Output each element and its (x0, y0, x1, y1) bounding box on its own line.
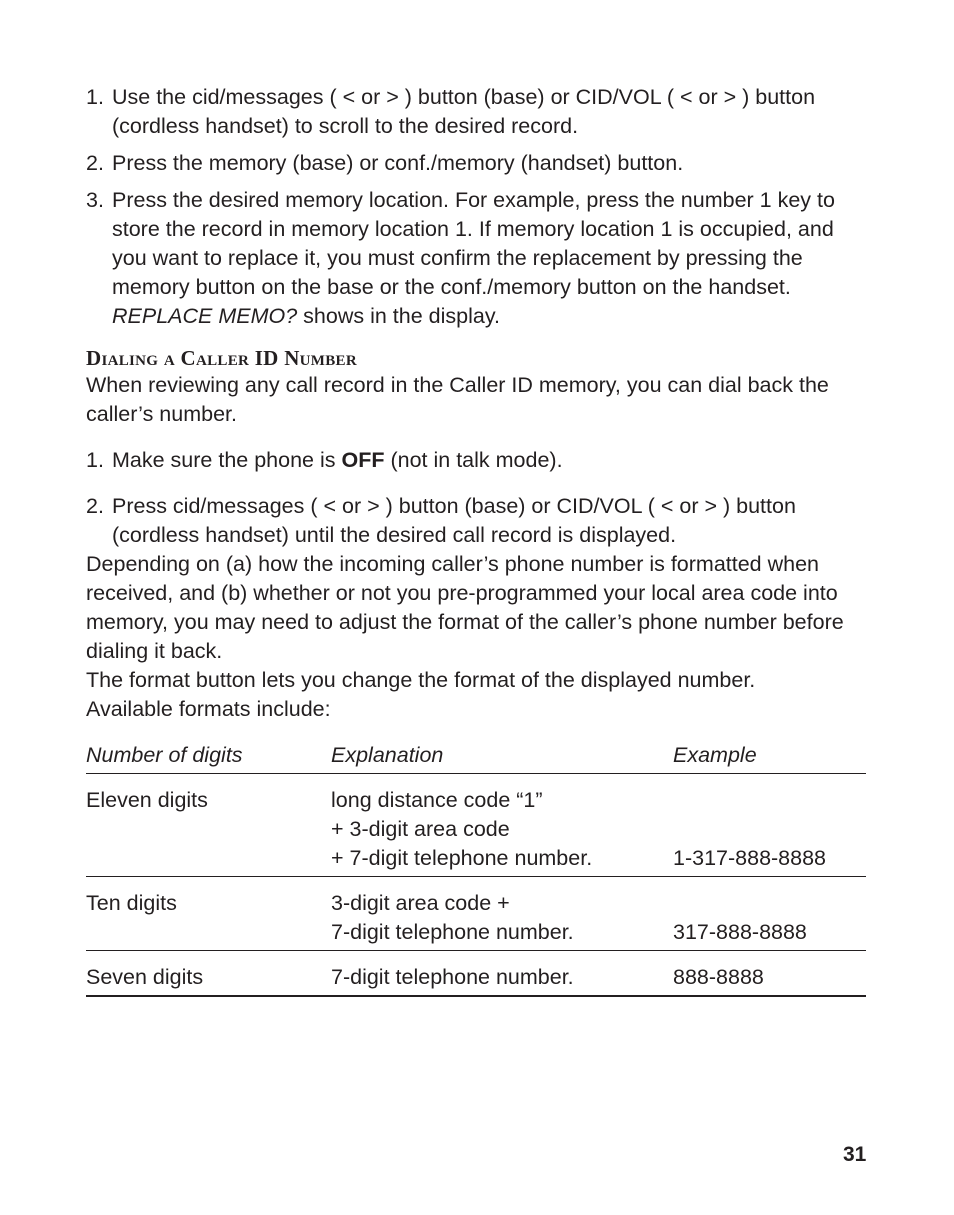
digits-cell: Seven digits (86, 951, 331, 997)
explanation-line: 3-digit area code + (331, 891, 510, 915)
explanation-line: 7-digit telephone number. (331, 965, 574, 989)
explanation-cell (331, 774, 673, 877)
page-number: 31 (843, 1143, 867, 1166)
store-step-1 (86, 83, 866, 141)
section-intro: When reviewing any call record in the Caller ID memory, you can dial back the caller’s number. (86, 373, 829, 426)
table-row (86, 774, 866, 877)
step-text: Press the memory (base) or conf./memory (handset) button. (112, 151, 684, 175)
explanation-cell (331, 877, 673, 951)
table-row (86, 951, 866, 997)
explanation-line: + 7-digit telephone number. (331, 846, 593, 870)
step-text: Make sure the phone is (112, 448, 336, 472)
column-header-example: Example (673, 741, 866, 774)
available-formats-label: Available formats include: (86, 697, 331, 721)
format-button-paragraph: The format button lets you change the format of the displayed number. (86, 668, 756, 692)
step-text: Press cid/messages ( < or > ) button (base) or CID/VOL ( < or > ) button (cordless handset) until the desired call record is displayed. (112, 494, 796, 547)
step-text-end: (not in talk mode). (390, 448, 563, 472)
step-number: 1. (86, 85, 104, 109)
step-number: 1. (86, 448, 104, 472)
display-message: REPLACE MEMO? (112, 304, 298, 328)
dial-step-2 (86, 492, 866, 550)
column-header-digits: Number of digits (86, 741, 331, 774)
digits-cell: Ten digits (86, 877, 331, 951)
example-cell: 888-8888 (673, 951, 866, 997)
example-cell: 317-888-8888 (673, 877, 866, 951)
step-text-end: shows in the display. (303, 304, 500, 328)
step-text: Press the desired memory location. For example, press the number 1 key to store the record in memory location 1. If memory location 1 is occupied, and you want to replace it, you must confirm the replacement by pressing the memory button on the base or the conf./memory button on the handset. (112, 188, 835, 299)
step-text: Use the cid/messages ( < or > ) button (base) or CID/VOL ( < or > ) button (cordless handset) to scroll to the desired record. (112, 85, 816, 138)
format-paragraph: Depending on (a) how the incoming caller’s phone number is formatted when received, and (b) whether or not you pre-programmed your local area code into memory, you may need to adjust the format of the caller’s phone number before dialing it back. (86, 552, 844, 663)
explanation-line: 7-digit telephone number. (331, 920, 574, 944)
page-content (86, 83, 866, 997)
example-cell: 1-317-888-8888 (673, 774, 866, 877)
explanation-line: + 3-digit area code (331, 817, 510, 841)
digits-cell: Eleven digits (86, 774, 331, 877)
table-row (86, 877, 866, 951)
step-number: 3. (86, 188, 104, 212)
explanation-cell (331, 951, 673, 997)
explanation-line: long distance code “1” (331, 788, 543, 812)
off-keyword: OFF (341, 448, 385, 472)
section-heading: Dialing a Caller ID Number (86, 346, 357, 370)
table-header-row (86, 741, 866, 774)
step-number: 2. (86, 151, 104, 175)
dial-step-1 (86, 446, 866, 475)
store-step-3 (86, 186, 866, 331)
step-number: 2. (86, 494, 104, 518)
column-header-explanation: Explanation (331, 741, 673, 774)
formats-table (86, 741, 866, 997)
store-step-2 (86, 149, 866, 178)
